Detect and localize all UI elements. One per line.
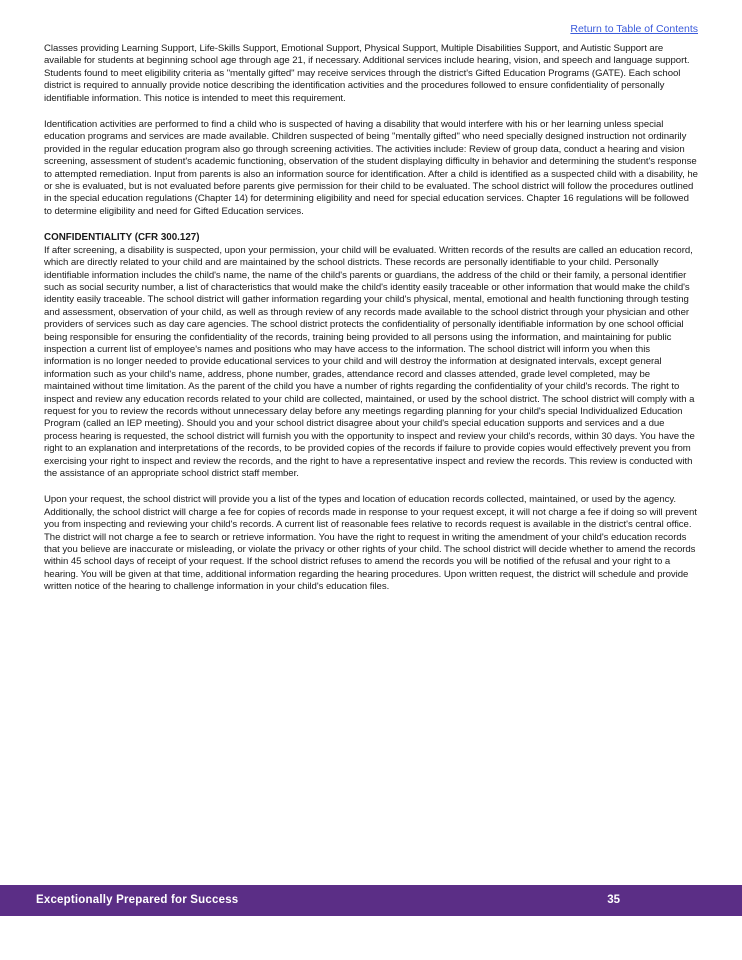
- paragraph-confidentiality: If after screening, a disability is suspected, upon your permission, your child will be evaluated. Written records of the results are called an education record, which are directly related to your child and are maintained by the school districts. These records are personally identifiable to your child. Personally identifiable information includes the child's name, the name of the child's parents or guardians, the address of the child or their family, a personal identifier such as social security number, a list of characteristics that would make the child's identity easily traceable or other information that would make the child's identity easily traceable. The school district will gather information regarding your child's physical, mental, emotional and health functioning through testing and assessment, observation of your child, as well as through review of any records made available to the school district through your physician and other providers of services such as day care agencies. The school district protects the confidentiality of personally identifiable information by one school official being responsible for ensuring the confidentiality of the records, training being provided to all persons using the information, and maintaining for public inspection a current list of employee's names and positions who may have access to the information. The school district will inform you when this information is no longer needed to provide educational services to your child and will destroy the information at designated intervals, except general information such as your child's name, address, phone number, grades, attendance record and classes attended, grade level completed, may be maintained without time limitation. As the parent of the child you have a number of rights regarding the confidentiality of your child's records. The right to inspect and review any education records related to your child are collected, maintained, or used by the school district. The school district will comply with a request for you to review the records without unnecessary delay before any meetings regarding planning for your child's special Individualized Education Program (called an IEP meeting). Should you and your school district disagree about your child's special education supports and services and a due process hearing is requested, the school district will furnish you with the opportunity to inspect and review your child's records, within 30 days. You have the right to an explanation and interpretations of the records, to be provided copies of the records if failure to provide copies would effectively prevent you from exercising your right to inspect and review the records, and the right to have a representative inspect and review the records. This review is conducted with the assistance of an appropriate school district staff member.: [44, 244, 695, 479]
- paragraph-special-education-classes: Classes providing Learning Support, Life-Skills Support, Emotional Support, Physical Support, Multiple Disabilities Support, and Autistic Support are available for students at beginning school age through age 21, if necessary. Additional services include hearing, vision, and speech and language support. Students found to meet eligibility criteria as "mentally gifted" may receive services through the district's Gifted Education Programs (GATE). Each school district is required to annually provide notice describing the identification activities and the procedures followed to ensure confidentiality of personally identifiable information. This notice is intended to meet this requirement.: [44, 43, 690, 104]
- paragraph-identification-activities: Identification activities are performed to find a child who is suspected of having a disability that would interfere with his or her learning unless special education programs and services are made available. Children suspected of being "mentally gifted" who need specially designed instruction not ordinarily provided in the regular education program also go through screening activities. The activities include: Review of group data, conduct a hearing and vision screening, assessment of student's academic functioning, observation of the student displaying difficulty in behavior and determining the student's response to attempted remediation. Input from parents is also an information source for identification. After a child is identified as a suspected child with a disability, he or she is evaluated, but is not evaluated before parents give permission for their child to be evaluated. The school district will follow the procedures outlined in the special education regulations (Chapter 14) for determining eligibility and need for special education services. Chapter 16 regulations will be followed to determine eligibility and need for Gifted Education services.: [44, 119, 698, 217]
- footer-title: Exceptionally Prepared for Success: [36, 894, 239, 906]
- section-heading-confidentiality: CONFIDENTIALITY (CFR 300.127): [44, 232, 200, 244]
- return-to-toc-link[interactable]: Return to Table of Contents: [570, 23, 698, 35]
- paragraph-records-request: Upon your request, the school district will provide you a list of the types and location of education records collected, maintained, or used by the agency. Additionally, the school district will charge a fee for copies of records made in response to your request except, it will not charge a fee if doing so will prevent you from inspecting and reviewing your child's records. A current list of reasonable fees relative to records request is available in the district's central office. The district will not charge a fee to search or retrieve information. You have the right to request in writing the amendment of your child's education records that you believe are inaccurate or misleading, or violate the privacy or other rights of your child. The school district will decide whether to amend the records within 45 school days of receipt of your request. If the school district refuses to amend the records you will be notified of the refusal and your right to a hearing. You will be given at that time, additional information regarding the hearing procedures. Upon written request, the district will schedule and provide written notice of the hearing to challenge information in your child's education files.: [44, 494, 697, 593]
- footer-bar: [0, 885, 742, 916]
- document-body: [44, 43, 699, 608]
- page-number: 35: [607, 894, 620, 906]
